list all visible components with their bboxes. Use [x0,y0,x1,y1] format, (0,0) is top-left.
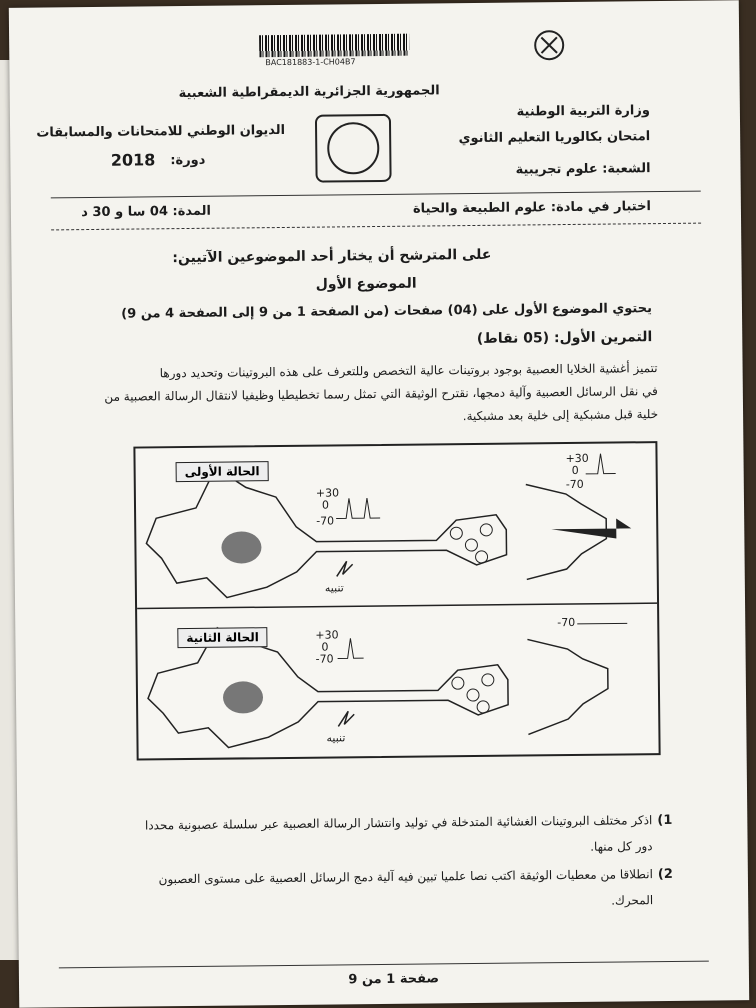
question-1-line-1: اذكر مختلف البروتينات الغشائية المتدخلة في توليد وانتشار الرسالة العصبية عبر سلسلة عصبونية محددا [144,813,653,833]
case1-voltage-plus30: +30 [315,486,340,500]
exam-page [9,0,749,1008]
case2-voltage-plus30: +30 [315,628,339,642]
office: الديوان الوطني للامتحانات والمسابقات [36,122,286,141]
paragraph-line-2: في نقل الرسائل العصبية وآلية دمجها، نقترح الوثيقة التي تمثل رسما تخطيطيا وظيفيا لانتقال الرسالة العصبية من [104,384,658,404]
footer-divider [59,961,709,969]
question-1-line-2: دور كل منها. [590,839,653,854]
case1-voltage-zero: 0 [321,498,330,512]
republic-title: الجمهورية الجزائرية الديمقراطية الشعبية [178,83,440,102]
subject-divider [51,223,701,231]
logo-emblem [315,114,392,183]
session-year: 2018 [110,150,156,170]
ministry: وزارة التربية الوطنية [516,103,650,120]
case-2-label: الحالة الثانية [177,627,268,648]
barcode-number: BAC181883-1-CH04B7 [265,57,356,68]
paragraph-line-1: تتميز أغشية الخلايا العصبية بوجود بروتينات عالية التخصص وللتعرف على هذه البروتينات وتحديد دورها [159,361,658,381]
case2-voltage-zero: 0 [321,640,329,654]
case1-post-plus30: +30 [565,451,589,466]
barcode [259,34,409,58]
question-2-line-1: انطلاقا من معطيات الوثيقة اكتب نصا علميا تبين فيه آلية دمج الرسائل العصبية على مستوى العصبون [158,867,653,887]
case2-stimulus-label: تنبيه [326,731,346,745]
cancel-circle-icon [534,30,564,60]
page-number: صفحة 1 من 9 [348,971,440,988]
topic-pages: يحتوي الموضوع الأول على (04) صفحات (من الصفحة 1 من 9 إلى الصفحة 4 من 9) [121,301,653,322]
question-2-line-2: المحرك. [611,893,654,908]
case1-post-minus70: -70 [565,477,584,492]
header-divider [51,191,701,199]
session-label: دورة: [170,152,206,169]
case2-post-minus70: -70 [557,615,576,630]
paragraph-line-3: خلية قبل مشبكية إلى خلية بعد مشبكية. [462,407,659,424]
case2-voltage-minus70: -70 [315,652,334,666]
case1-post-zero: 0 [571,463,579,477]
exercise-title: التمرين الأول: (05 نقاط) [476,329,653,347]
topic-title: الموضوع الأول [315,275,417,293]
question-2-number: 2) [657,866,673,883]
branch: الشعبة: علوم تجريبية [515,161,651,178]
subject: اختبار في مادة: علوم الطبيعة والحياة [412,199,651,217]
instruction: على المترشح أن يختار أحد الموضوعين الآتيين: [172,246,492,267]
exam-name: امتحان بكالوريا التعليم الثانوي [458,129,651,147]
case-1-label: الحالة الأولى [176,461,269,482]
question-1-number: 1) [657,812,673,829]
synapse-figure [133,441,660,760]
case1-stimulus-label: تنبيه [324,581,344,595]
case1-voltage-minus70: -70 [316,514,335,528]
duration: المدة: 04 سا و 30 د [81,203,212,221]
